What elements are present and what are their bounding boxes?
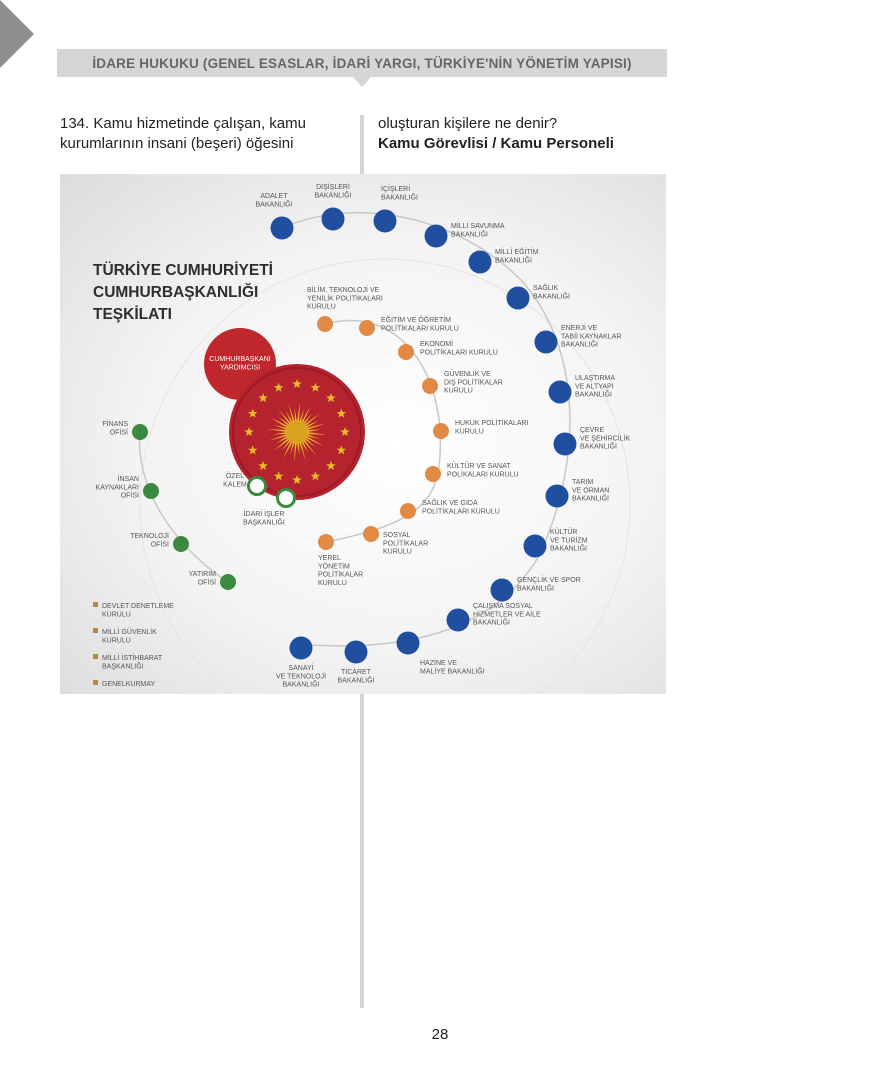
office-label: TEKNOLOJİ OFİSİ: [130, 533, 169, 549]
institution-label: DEVLET DENETLEME KURULU: [102, 603, 174, 619]
council-dot: [318, 534, 334, 550]
ministry-label: ÇALIŞMA SOSYAL HİZMETLER VE AİLE BAKANLIĞI: [473, 603, 541, 627]
backdrop-ring: [140, 259, 630, 694]
council-label: BİLİM, TEKNOLOJİ VE YENİLİK POLİTİKALARI KURULU: [307, 287, 383, 311]
institution-label: GENELKURMAY: [102, 681, 156, 688]
header-notch: [353, 77, 371, 87]
council-label: EĞİTİM VE ÖĞRETİM POLİTİKALARI KURULU: [381, 317, 459, 333]
council-dot: [400, 503, 416, 519]
figure-title-line: CUMHURBAŞKANLIĞI: [93, 284, 259, 301]
ministry-label: İÇİŞLERİ BAKANLIĞI: [381, 186, 418, 202]
council-dot: [363, 526, 379, 542]
ministry-label: SAĞLIK BAKANLIĞI: [533, 285, 570, 301]
ministry-label: ADALET BAKANLIĞI: [255, 193, 293, 209]
question-line: 134. Kamu hizmetinde çalışan, kamu: [60, 115, 306, 132]
page-number: 28: [431, 1026, 449, 1043]
sun-center: [287, 422, 307, 442]
ministry-dot: [554, 433, 577, 456]
question-line: kurumlarının insani (beşeri) öğesini: [60, 135, 294, 152]
council-label: YEREL YÖNETİM POLİTİKALAR KURULU: [318, 555, 364, 587]
council-label: HUKUK POLİTİKALARI KURULU: [455, 420, 529, 436]
figure-title: [93, 262, 273, 323]
ministry-dot: [345, 641, 368, 664]
office-dot: [220, 574, 236, 590]
ministry-label: DIŞİŞLERİ BAKANLIĞI: [314, 184, 352, 200]
ministry-label: GENÇLİK VE SPOR BAKANLIĞI: [517, 577, 581, 593]
ministry-dot: [535, 331, 558, 354]
ministry-dot: [290, 637, 313, 660]
institution-label: MİLLİ İSTİHBARAT BAŞKANLIĞI: [102, 655, 163, 671]
section-header: [57, 49, 667, 77]
institution-bullet: [93, 654, 98, 659]
ministry-dot: [469, 251, 492, 274]
office-dot: [132, 424, 148, 440]
institution-list: [93, 602, 174, 688]
council-dot: [359, 320, 375, 336]
ministry-label: TİCARET BAKANLIĞI: [337, 669, 375, 685]
council-dot: [425, 466, 441, 482]
office-label: FİNANS OFİSİ: [102, 421, 128, 437]
council-label: GÜVENLİK VE DIŞ POLİTİKALAR KURULU: [444, 371, 503, 395]
special-node-label: ÖZEL KALEM: [223, 473, 247, 489]
ministry-dot: [425, 225, 448, 248]
council-label: EKONOMİ POLİTİKALARI KURULU: [420, 341, 498, 357]
ministry-label: KÜLTÜR VE TURİZM BAKANLIĞI: [550, 529, 588, 553]
special-node-ring: [278, 490, 295, 507]
office-arc: [140, 432, 228, 582]
ministry-dot: [447, 609, 470, 632]
ministry-dot: [549, 381, 572, 404]
ministry-dot: [271, 217, 294, 240]
council-dot: [433, 423, 449, 439]
org-chart-svg: [60, 174, 666, 694]
council-dot: [317, 316, 333, 332]
ministry-label: ENERJİ VE TABİİ KAYNAKLAR BAKANLIĞI: [561, 325, 622, 349]
corner-tab: [0, 0, 34, 68]
special-node-ring: [249, 478, 266, 495]
institution-label: MİLLİ GÜVENLİK KURULU: [102, 629, 157, 645]
council-label: SAĞLIK VE GIDA POLİTİKALARI KURULU: [422, 500, 500, 516]
ministry-label: ULAŞTIRMA VE ALTYAPI BAKANLIĞI: [575, 375, 616, 399]
office-dot: [173, 536, 189, 552]
office-nodes: [96, 419, 236, 590]
special-node-label: İDARİ İŞLER BAŞKANLIĞI: [243, 511, 285, 527]
ministry-dot: [322, 208, 345, 231]
ministry-label: TARIM VE ORMAN BAKANLIĞI: [572, 479, 610, 503]
institution-bullet: [93, 680, 98, 685]
ministry-label: ÇEVRE VE ŞEHİRCİLİK BAKANLIĞI: [580, 427, 631, 451]
section-header-title: İDARE HUKUKU (GENEL ESASLAR, İDARİ YARGI, TÜRKİYE'NİN YÖNETİM YAPISI): [92, 55, 632, 71]
ministry-label: SANAYİ VE TEKNOLOJİ BAKANLIĞI: [275, 665, 327, 689]
council-dot: [422, 378, 438, 394]
org-chart-figure: [60, 174, 666, 694]
office-label: İNSAN KAYNAKLARI OFİSİ: [95, 476, 139, 500]
ministry-dot: [374, 210, 397, 233]
council-label: SOSYAL POLİTİKALAR KURULU: [383, 532, 429, 556]
answer-text: Kamu Görevlisi / Kamu Personeli: [378, 135, 614, 152]
office-label: YATIRIM OFİSİ: [188, 571, 216, 587]
council-dot: [398, 344, 414, 360]
ministry-dot: [397, 632, 420, 655]
question-right-column: [378, 114, 678, 154]
ministry-label: HAZİNE VE MALİYE BAKANLIĞI: [420, 660, 485, 676]
ministry-dot: [524, 535, 547, 558]
vice-president-label: CUMHURBAŞKANI YARDIMCISI: [209, 356, 271, 372]
ministry-label: MİLLİ EĞİTİM BAKANLIĞI: [495, 249, 539, 265]
council-label: KÜLTÜR VE SANAT POLİKALARI KURULU: [447, 463, 519, 479]
office-dot: [143, 483, 159, 499]
question-left-column: [60, 114, 350, 154]
ministry-dot: [546, 485, 569, 508]
figure-title-line: TÜRKİYE CUMHURİYETİ: [93, 262, 273, 279]
ministry-dot: [491, 579, 514, 602]
ministry-dot: [507, 287, 530, 310]
question-line: oluşturan kişilere ne denir?: [378, 115, 558, 132]
ministry-label: MİLLİ SAVUNMA BAKANLIĞI: [451, 223, 505, 239]
institution-bullet: [93, 602, 98, 607]
figure-title-line: TEŞKİLATI: [93, 306, 172, 323]
institution-bullet: [93, 628, 98, 633]
